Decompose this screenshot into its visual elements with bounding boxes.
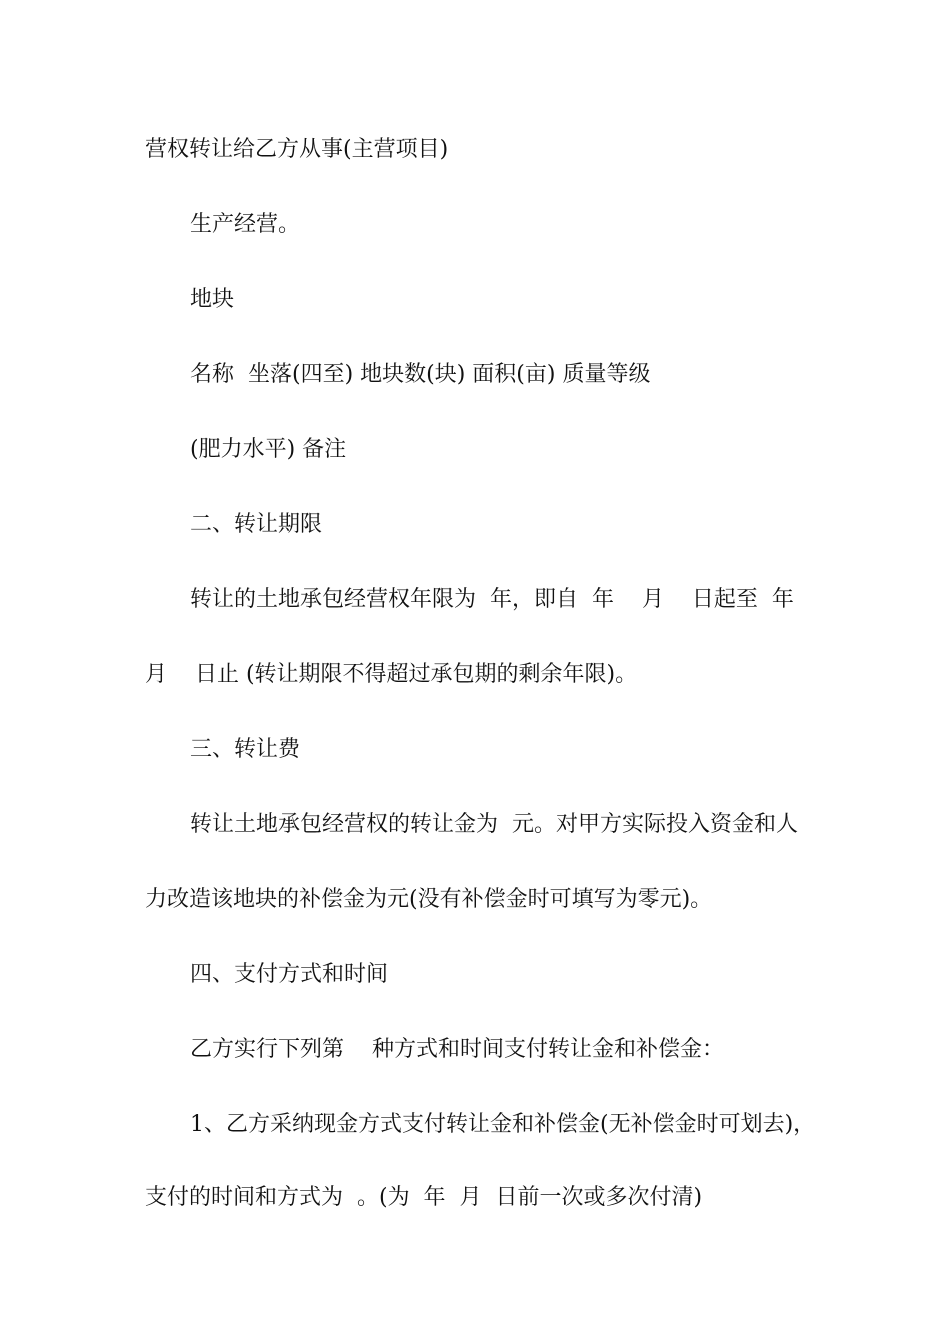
text-line: 地块 (190, 287, 235, 312)
text-line: 1、乙方采纳现金方式支付转让金和补偿金(无补偿金时可划去)， (190, 1112, 816, 1137)
section-heading: 二、转让期限 (190, 512, 323, 537)
text-line: 营权转让给乙方从事(主营项目) (145, 137, 449, 162)
text-line: 月 日止 (转让期限不得超过承包期的剩余年限)。 (145, 662, 638, 687)
text-line: 力改造该地块的补偿金为元(没有补偿金时可填写为零元)。 (145, 887, 713, 912)
text-line: 生产经营。 (190, 212, 301, 237)
text-line: 转让土地承包经营权的转让金为 元。对甲方实际投入资金和人 (190, 812, 798, 837)
text-line: 支付的时间和方式为 。(为 年 月 日前一次或多次付清) (145, 1185, 703, 1210)
text-line: 乙方实行下列第 种方式和时间支付转让金和补偿金： (190, 1037, 724, 1062)
section-heading: 三、转让费 (190, 737, 301, 762)
text-line: 名称 坐落(四至) 地块数(块) 面积(亩) 质量等级 (190, 362, 651, 387)
text-line: 转让的土地承包经营权年限为 年，即自 年 月 日起至 年 (190, 587, 794, 612)
section-heading: 四、支付方式和时间 (190, 962, 389, 987)
text-line: (肥力水平) 备注 (190, 437, 347, 462)
